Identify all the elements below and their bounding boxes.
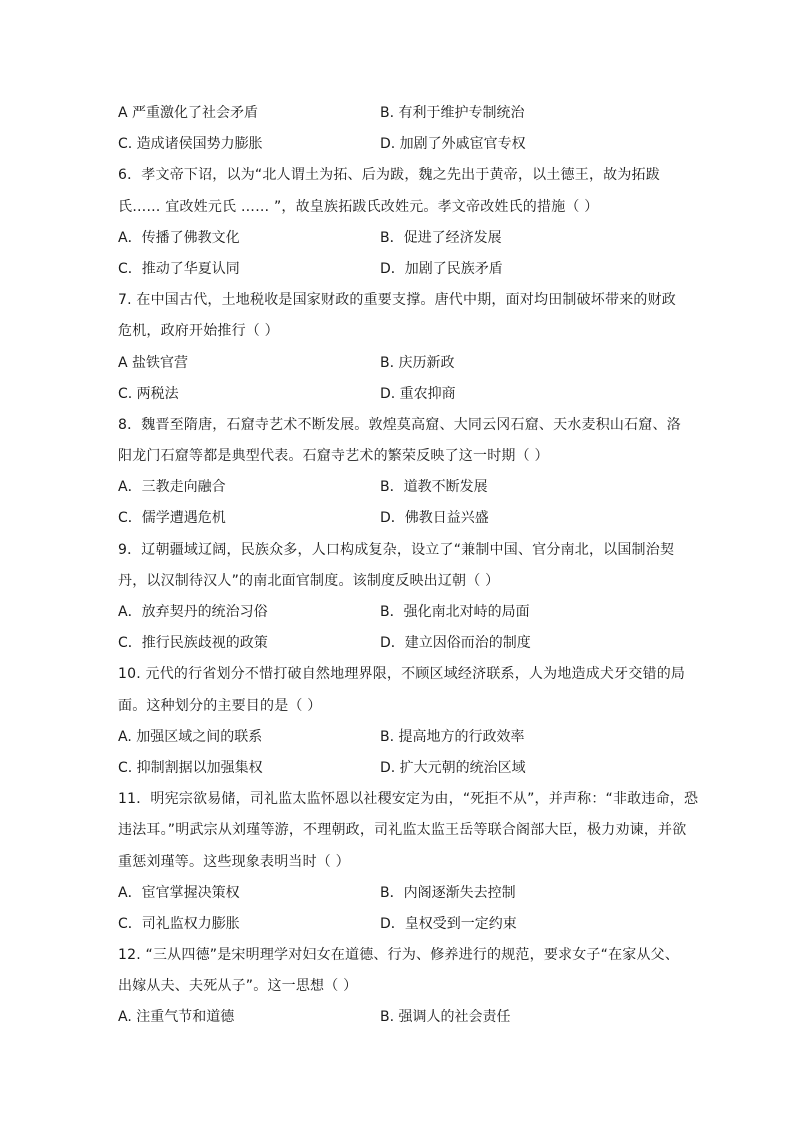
- q6-option-c[interactable]: C．推动了华夏认同: [118, 260, 240, 277]
- q6-stem-line-2: 氏…… 宜改姓元氏 …… ”，故皇族拓跋氏改姓元。孝文帝改姓氏的措施（ ）: [118, 198, 599, 215]
- q8-stem-line-1: 8．魏晋至隋唐，石窟寺艺术不断发展。敦煌莫高窟、大同云冈石窟、天水麦积山石窟、洛: [118, 416, 681, 433]
- q12-stem-line-2: 出嫁从夫、夫死从子”。这一思想（ ）: [118, 978, 358, 995]
- q7-option-b[interactable]: B. 庆历新政: [380, 354, 455, 371]
- q11-stem-line-1: 11．明宪宗欲易储，司礼监太监怀恩以社稷安定为由，“死拒不从”，并声称：“非敢违命，恐: [118, 791, 699, 808]
- q10-options-row-2: [118, 753, 678, 784]
- q11-stem-line-3: 重惩刘瑾等。这些现象表明当时（ ）: [118, 853, 350, 870]
- q9-stem-line-1: 9．辽朝疆域辽阔，民族众多，人口构成复杂，设立了“兼制中国、官分南北，以国制治契: [118, 541, 675, 558]
- q7-option-c[interactable]: C. 两税法: [118, 385, 179, 402]
- q8-options-row-2: [118, 503, 678, 534]
- q7-options-row-2: [118, 379, 678, 410]
- q5-option-b[interactable]: B. 有利于维护专制统治: [380, 105, 525, 121]
- q8-stem-line-2: 阳龙门石窟等都是典型代表。石窟寺艺术的繁荣反映了这一时期（ ）: [118, 448, 549, 465]
- q6-option-b[interactable]: B．促进了经济发展: [380, 229, 502, 246]
- q10-options-row-1: [118, 722, 678, 753]
- q9-options-row-2: [118, 628, 678, 659]
- q11-options-row-2: [118, 909, 678, 940]
- q9-option-a[interactable]: A．放弃契丹的统治习俗: [118, 604, 268, 620]
- q7-stem-line-1: 7. 在中国古代，土地税收是国家财政的重要支撑。唐代中期，面对均田制破坏带来的财政: [118, 292, 677, 309]
- q7-option-a[interactable]: A 盐铁官营: [118, 354, 189, 371]
- q11-option-a[interactable]: A．宦官掌握决策权: [118, 884, 240, 901]
- q6-options-row-1: [118, 223, 678, 254]
- q7-stem-line-2: 危机，政府开始推行（ ）: [118, 323, 279, 340]
- q8-option-b[interactable]: B．道教不断发展: [380, 479, 488, 496]
- q12-options-row-1: [118, 1002, 678, 1033]
- q12-option-a[interactable]: A. 注重气节和道德: [118, 1009, 235, 1026]
- q6-option-a[interactable]: A．传播了佛教文化: [118, 229, 240, 246]
- q8-option-d[interactable]: D．佛教日益兴盛: [380, 510, 489, 527]
- q10-option-d[interactable]: D. 扩大元朝的统治区域: [380, 759, 526, 776]
- q10-stem-line-1: 10. 元代的行省划分不惜打破自然地理界限，不顾区域经济联系，人为地造成犬牙交错的局: [118, 666, 686, 683]
- q11-options-row-1: [118, 878, 678, 909]
- q11-option-b[interactable]: B．内阁逐渐失去控制: [380, 884, 516, 901]
- q7-option-d[interactable]: D. 重农抑商: [380, 385, 456, 402]
- q5-option-c[interactable]: C. 造成诸侯国势力膨胀: [118, 136, 263, 153]
- q8-option-a[interactable]: A．三教走向融合: [118, 479, 226, 496]
- q5-options-row-2: [118, 129, 678, 160]
- q5-option-d[interactable]: D. 加剧了外戚宦官专权: [380, 136, 526, 153]
- q5-option-a[interactable]: A 严重激化了社会矛盾: [118, 105, 259, 121]
- q9-option-c[interactable]: C．推行民族歧视的政策: [118, 635, 268, 652]
- q6-stem-line-1: 6．孝文帝下诏，以为“北人谓土为拓、后为跋，魏之先出于黄帝，以土德王，故为拓跋: [118, 167, 660, 184]
- q8-options-row-1: [118, 472, 678, 503]
- exam-page: [118, 98, 699, 1034]
- q11-option-c[interactable]: C．司礼监权力膨胀: [118, 915, 240, 932]
- q8-option-c[interactable]: C．儒学遭遇危机: [118, 510, 226, 527]
- q9-options-row-1: [118, 597, 678, 628]
- q11-stem-line-2: 违法耳。”明武宗从刘瑾等游，不理朝政，司礼监太监王岳等联合阁部大臣，极力劝谏，并欲: [118, 822, 687, 839]
- q6-options-row-2: [118, 254, 678, 285]
- q10-stem-line-2: 面。这种划分的主要目的是（ ）: [118, 697, 322, 714]
- q5-options-row-1: [118, 98, 678, 129]
- q12-option-b[interactable]: B. 强调人的社会责任: [380, 1009, 511, 1026]
- q9-option-d[interactable]: D．建立因俗而治的制度: [380, 635, 531, 652]
- q11-option-d[interactable]: D．皇权受到一定约束: [380, 915, 517, 932]
- q12-stem-line-1: 12. “三从四德”是宋明理学对妇女在道德、行为、修养进行的规范，要求女子“在家从父、: [118, 947, 680, 964]
- q10-option-b[interactable]: B. 提高地方的行政效率: [380, 728, 525, 745]
- q9-stem-line-2: 丹，以汉制待汉人”的南北面官制度。该制度反映出辽朝（ ）: [118, 572, 500, 589]
- q10-option-c[interactable]: C. 抑制割据以加强集权: [118, 759, 263, 776]
- q10-option-a[interactable]: A. 加强区域之间的联系: [118, 728, 263, 745]
- q9-option-b[interactable]: B．强化南北对峙的局面: [380, 604, 530, 620]
- q7-options-row-1: [118, 348, 678, 379]
- q6-option-d[interactable]: D．加剧了民族矛盾: [380, 260, 503, 277]
